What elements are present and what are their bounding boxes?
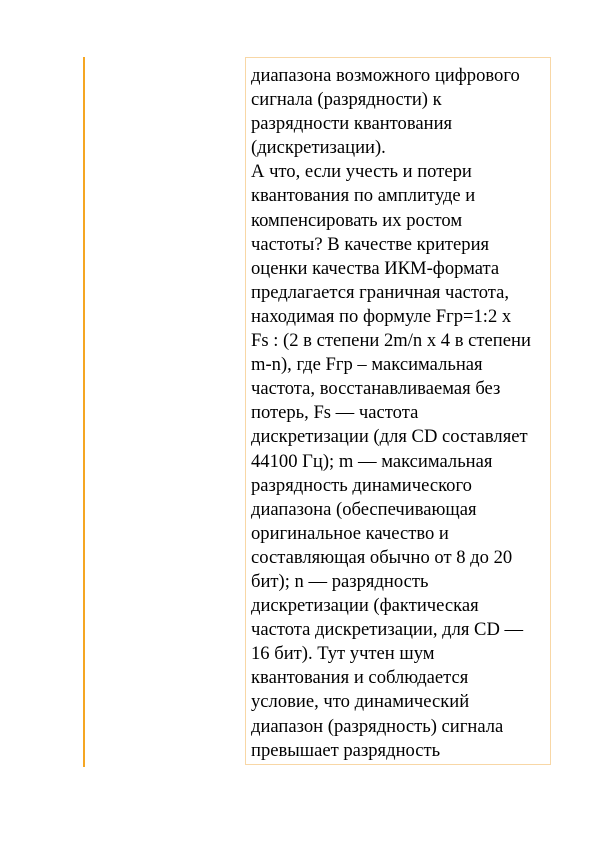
text-line: 44100 Гц); m — максимальная [251, 450, 493, 472]
text-line: (дискретизации). [251, 137, 386, 159]
text-line: оценки качества ИКМ-формата [251, 257, 500, 279]
text-line: Fs : (2 в степени 2m/n x 4 в степени [251, 330, 531, 352]
text-line: условие, что динамический [251, 691, 470, 713]
text-line: оригинальное качество и [251, 522, 449, 544]
text-line: разрядность динамического [251, 474, 472, 496]
text-line: компенсировать их ростом [251, 209, 463, 231]
text-line: потерь, Fs — частота [251, 402, 419, 424]
text-line: частота дискретизации, для CD — [251, 619, 524, 641]
text-line: частоты? В качестве критерия [251, 233, 490, 255]
text-line: составляющая обычно от 8 до 20 [251, 546, 513, 568]
paragraph-1 [251, 64, 546, 160]
text-line: квантования и соблюдается [251, 667, 469, 689]
text-line: квантования по амплитуде и [251, 185, 476, 207]
text-frame [245, 57, 551, 765]
text-line: диапазона (обеспечивающая [251, 498, 477, 520]
text-line: превышает разрядность [251, 739, 441, 761]
text-line: 16 бит). Тут учтен шум [251, 643, 435, 665]
text-line: бит); n — разрядность [251, 570, 429, 592]
paragraph-2 [251, 160, 546, 762]
text-line: частота, восстанавливаемая без [251, 378, 501, 400]
text-line: предлагается граничная частота, [251, 281, 510, 303]
text-line: диапазон (разрядность) сигнала [251, 715, 504, 737]
text-line: дискретизации (фактическая [251, 595, 479, 617]
text-line: А что, если учесть и потери [251, 161, 472, 183]
text-line: m-n), где Fгр – максимальная [251, 354, 483, 376]
text-line: дискретизации (для CD составляет [251, 426, 528, 448]
text-line: разрядности квантования [251, 113, 453, 135]
text-line: находимая по формуле Fгр=1:2 x [251, 305, 512, 327]
accent-vertical-rule [83, 57, 85, 767]
text-line: сигнала (разрядности) к [251, 89, 442, 111]
text-line: диапазона возможного цифрового [251, 65, 520, 86]
